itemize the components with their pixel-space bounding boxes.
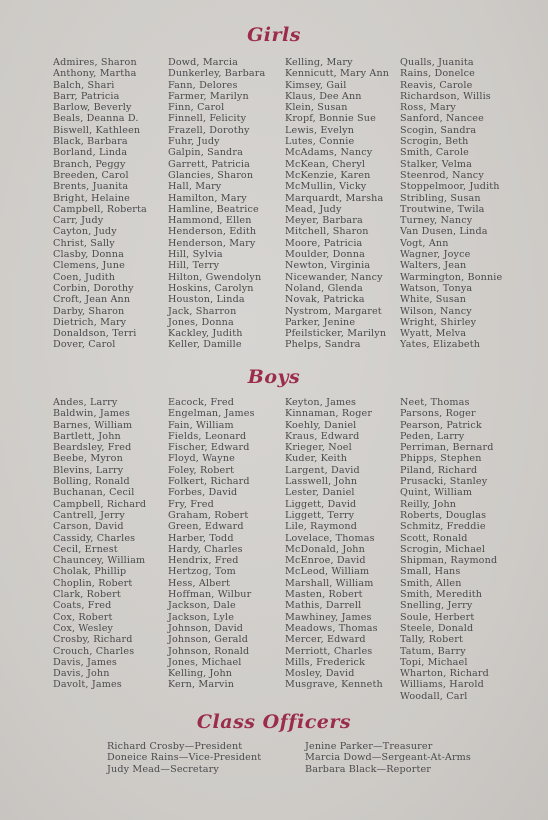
girls-column-4 <box>400 57 502 351</box>
roster-name: Nicewander, Nancy <box>285 271 383 283</box>
roster-name: Galpin, Sandra <box>168 147 243 159</box>
roster-name: Parsons, Roger <box>400 408 476 420</box>
roster-name: Johnson, Gerald <box>168 634 249 646</box>
roster-name: Sanford, Nancee <box>400 113 484 125</box>
roster-name: Williams, Harold <box>400 679 484 691</box>
boys-column-2 <box>168 397 255 691</box>
boys-column-4 <box>400 397 497 702</box>
roster-name: Clemens, June <box>53 260 125 272</box>
roster-name: Moore, Patricia <box>285 237 363 249</box>
roster-name: Doneice Rains—Vice-President <box>107 752 262 764</box>
roster-name: Mitchell, Sharon <box>285 226 369 238</box>
roster-name: Choplin, Robert <box>53 577 133 589</box>
roster-name: Stoppelmoor, Judith <box>400 181 500 193</box>
roster-name: Clasby, Donna <box>53 249 124 261</box>
roster-name: Dowd, Marcia <box>168 57 239 68</box>
roster-name: Judy Mead—Secretary <box>107 763 219 775</box>
roster-name: Graham, Robert <box>168 509 249 521</box>
roster-name: Beardsley, Fred <box>53 442 132 454</box>
roster-name: Turney, Nancy <box>400 215 473 227</box>
roster-name: Houston, Linda <box>168 294 245 306</box>
roster-name: Fuhr, Judy <box>168 136 220 148</box>
roster-name: Snelling, Jerry <box>400 600 473 612</box>
roster-name: Quint, William <box>400 487 473 499</box>
roster-name: Floyd, Wayne <box>168 453 235 465</box>
roster-name: Cassidy, Charles <box>53 532 136 544</box>
roster-name: Dover, Carol <box>53 339 116 351</box>
roster-name: Kraus, Edward <box>285 430 360 442</box>
roster-name: Newton, Virginia <box>285 260 371 272</box>
roster-name: Kennicutt, Mary Ann <box>285 68 390 80</box>
roster-name: Small, Hans <box>400 566 461 578</box>
roster-name: Parker, Jenine <box>285 316 356 328</box>
roster-name: Lester, Daniel <box>285 487 355 499</box>
roster-name: Phelps, Sandra <box>285 339 361 351</box>
roster-name: McMullin, Vicky <box>285 181 367 193</box>
roster-name: Koehly, Daniel <box>285 419 357 431</box>
roster-name: Branch, Peggy <box>53 158 126 170</box>
roster-name: Wharton, Richard <box>400 668 489 680</box>
roster-name: Balch, Shari <box>53 79 115 91</box>
roster-name: Cox, Wesley <box>53 622 114 634</box>
roster-name: Pfeilsticker, Marilyn <box>285 328 387 340</box>
roster-name: Christ, Sally <box>53 237 115 249</box>
roster-name: Foley, Robert <box>168 464 235 476</box>
roster-name: Stalker, Velma <box>400 158 473 170</box>
roster-name: Lile, Raymond <box>285 521 358 533</box>
roster-name: Keller, Damille <box>168 339 242 351</box>
roster-name: Phipps, Stephen <box>400 453 482 465</box>
roster-name: Marcia Dowd—Sergeant-At-Arms <box>305 752 471 764</box>
boys-roster <box>0 397 548 707</box>
roster-name: Corbin, Dorothy <box>53 282 134 294</box>
girls-heading: Girls <box>247 24 301 46</box>
roster-name: Keyton, James <box>285 397 357 408</box>
roster-name: Merriott, Charles <box>285 645 373 657</box>
roster-name: Kinnaman, Roger <box>285 408 373 420</box>
roster-name: Hammond, Ellen <box>168 215 252 227</box>
roster-name: Chauncey, William <box>53 555 146 567</box>
roster-name: Fischer, Edward <box>168 442 250 454</box>
roster-name: Baldwin, James <box>53 408 130 420</box>
roster-name: Henderson, Edith <box>168 226 257 238</box>
roster-name: Lewis, Evelyn <box>285 124 355 136</box>
roster-name: Klein, Susan <box>285 102 348 114</box>
roster-name: Krieger, Noel <box>285 442 352 454</box>
roster-name: McDonald, John <box>285 543 365 555</box>
roster-name: Kuder, Keith <box>285 453 348 465</box>
roster-name: McLeod, William <box>285 566 370 578</box>
roster-name: Reilly, John <box>400 498 457 510</box>
roster-name: Smith, Allen <box>400 577 462 589</box>
roster-name: Noland, Glenda <box>285 282 363 294</box>
boys-column-3 <box>285 397 383 691</box>
officers-right-column <box>305 741 471 775</box>
roster-name: Tatum, Barry <box>400 645 466 657</box>
roster-name: Pearson, Patrick <box>400 419 482 431</box>
roster-name: Andes, Larry <box>53 397 118 408</box>
roster-name: Dunkerley, Barbara <box>168 68 266 80</box>
roster-name: Warmington, Bonnie <box>400 271 503 283</box>
roster-name: Forbes, David <box>168 487 238 499</box>
roster-name: Fields, Leonard <box>168 430 247 442</box>
roster-name: Beebe, Myron <box>53 453 123 465</box>
roster-name: White, Susan <box>400 294 467 306</box>
roster-name: Hoskins, Carolyn <box>168 282 254 294</box>
roster-name: Mills, Frederick <box>285 656 366 668</box>
roster-name: Donaldson, Terri <box>53 328 137 340</box>
roster-name: Breeden, Carol <box>53 169 129 181</box>
roster-name: Mathis, Darrell <box>285 600 362 612</box>
roster-name: Marquardt, Marsha <box>285 192 384 204</box>
roster-name: Farmer, Marilyn <box>168 90 249 102</box>
roster-name: Buchanan, Cecil <box>53 487 135 499</box>
roster-name: Folkert, Richard <box>168 476 250 488</box>
roster-name: Croft, Jean Ann <box>53 294 131 306</box>
roster-name: Troutwine, Twila <box>400 203 485 215</box>
roster-name: Dietrich, Mary <box>53 316 127 328</box>
roster-name: Qualls, Juanita <box>400 57 474 68</box>
roster-name: Hoffman, Wilbur <box>168 589 252 601</box>
roster-name: Anthony, Martha <box>53 68 137 80</box>
roster-name: Mawhiney, James <box>285 611 372 623</box>
roster-name: Rains, Donelce <box>400 68 475 80</box>
roster-name: Jack, Sharron <box>168 305 237 317</box>
roster-name: Roberts, Douglas <box>400 509 487 521</box>
roster-name: Green, Edward <box>168 521 244 533</box>
roster-name: Jackson, Lyle <box>168 611 235 623</box>
roster-name: Topi, Michael <box>400 656 468 668</box>
roster-name: Richardson, Willis <box>400 90 491 102</box>
roster-name: Smith, Meredith <box>400 589 483 601</box>
roster-name: Engelman, James <box>168 408 255 420</box>
roster-name: Novak, Patricka <box>285 294 365 306</box>
roster-name: Hertzog, Tom <box>168 566 236 578</box>
roster-name: Fann, Delores <box>168 79 238 91</box>
girls-column-3 <box>285 57 389 351</box>
roster-name: Moulder, Donna <box>285 249 365 261</box>
roster-name: Kimsey, Gail <box>285 79 347 91</box>
roster-name: Perriman, Bernard <box>400 442 494 454</box>
roster-name: Wagner, Joyce <box>400 249 471 261</box>
roster-name: Richard Crosby—President <box>107 741 243 752</box>
roster-name: Finnell, Felicity <box>168 113 247 125</box>
roster-name: Scott, Ronald <box>400 532 468 544</box>
roster-name: Finn, Carol <box>168 102 225 114</box>
roster-name: Cox, Robert <box>53 611 113 623</box>
roster-name: Piland, Richard <box>400 464 478 476</box>
roster-name: Steenrod, Nancy <box>400 169 484 181</box>
roster-name: Van Dusen, Linda <box>400 226 488 238</box>
roster-name: Henderson, Mary <box>168 237 256 249</box>
roster-name: Cecil, Ernest <box>53 543 118 555</box>
girls-column-1 <box>53 57 147 351</box>
roster-name: Davis, James <box>53 656 117 668</box>
roster-name: Tally, Robert <box>400 634 463 646</box>
roster-name: Garrett, Patricia <box>168 158 251 170</box>
roster-name: Hilton, Gwendolyn <box>168 271 262 283</box>
roster-name: Hill, Terry <box>168 260 220 272</box>
roster-name: Darby, Sharon <box>53 305 125 317</box>
roster-name: Scogin, Sandra <box>400 124 477 136</box>
roster-name: Coats, Fred <box>53 600 112 612</box>
roster-name: Jones, Michael <box>168 656 242 668</box>
roster-name: Peden, Larry <box>400 430 465 442</box>
roster-name: Coen, Judith <box>53 271 116 283</box>
roster-name: Reavis, Carole <box>400 79 473 91</box>
girls-roster <box>0 57 548 357</box>
roster-name: Walters, Jean <box>400 260 467 272</box>
roster-name: Carr, Judy <box>53 215 104 227</box>
roster-name: Vogt, Ann <box>400 237 449 249</box>
class-officers-list <box>0 741 548 781</box>
roster-name: McEnroe, David <box>285 555 366 567</box>
roster-name: Hess, Albert <box>168 577 231 589</box>
roster-name: Jones, Donna <box>168 316 234 328</box>
roster-name: Kern, Marvin <box>168 679 235 691</box>
roster-name: Mead, Judy <box>285 203 342 215</box>
roster-name: Marshall, William <box>285 577 374 589</box>
boys-column-1 <box>53 397 146 691</box>
roster-name: Lasswell, John <box>285 476 358 488</box>
roster-name: Carson, David <box>53 521 124 533</box>
roster-name: Liggett, Terry <box>285 509 355 521</box>
roster-name: Davolt, James <box>53 679 122 691</box>
roster-name: Schmitz, Freddie <box>400 521 486 533</box>
roster-name: Hamilton, Mary <box>168 192 247 204</box>
roster-name: Wyatt, Melva <box>400 328 467 340</box>
roster-name: Bartlett, John <box>53 430 121 442</box>
roster-name: Barbara Black—Reporter <box>305 763 432 775</box>
roster-name: Brents, Juanita <box>53 181 129 193</box>
roster-name: Fry, Fred <box>168 498 214 510</box>
roster-name: Watson, Tonya <box>400 282 473 294</box>
roster-name: Frazell, Dorothy <box>168 124 250 136</box>
roster-name: Admires, Sharon <box>53 57 137 68</box>
girls-column-2 <box>168 57 265 351</box>
roster-name: Kelling, John <box>168 668 233 680</box>
roster-name: Black, Barbara <box>53 136 128 148</box>
roster-name: Lovelace, Thomas <box>285 532 375 544</box>
roster-name: Johnson, David <box>168 622 244 634</box>
roster-name: Davis, John <box>53 668 110 680</box>
roster-name: Jenine Parker—Treasurer <box>305 741 433 752</box>
roster-name: Stribling, Susan <box>400 192 481 204</box>
roster-name: Meadows, Thomas <box>285 622 378 634</box>
roster-name: Johnson, Ronald <box>168 645 250 657</box>
roster-name: Scrogin, Beth <box>400 136 469 148</box>
roster-name: Glancies, Sharon <box>168 169 254 181</box>
roster-name: Blevins, Larry <box>53 464 124 476</box>
roster-name: Mercer, Edward <box>285 634 366 646</box>
roster-name: Eacock, Fred <box>168 397 235 408</box>
roster-name: Borland, Linda <box>53 147 128 159</box>
roster-name: Hamline, Beatrice <box>168 203 259 215</box>
roster-name: Cayton, Judy <box>53 226 117 238</box>
roster-name: McAdams, Nancy <box>285 147 373 159</box>
roster-name: Yates, Elizabeth <box>400 339 481 351</box>
roster-name: Jackson, Dale <box>168 600 236 612</box>
boys-heading: Boys <box>247 366 301 388</box>
roster-name: Klaus, Dee Ann <box>285 90 362 102</box>
roster-name: Liggett, David <box>285 498 357 510</box>
roster-name: Largent, David <box>285 464 360 476</box>
roster-name: Crouch, Charles <box>53 645 135 657</box>
roster-name: Barr, Patricia <box>53 90 120 102</box>
roster-name: Steele, Donald <box>400 622 474 634</box>
roster-name: Prusacki, Stanley <box>400 476 488 488</box>
roster-name: Crosby, Richard <box>53 634 133 646</box>
roster-name: Kelling, Mary <box>285 57 353 68</box>
roster-name: McKenzie, Karen <box>285 169 371 181</box>
roster-name: Neet, Thomas <box>400 397 470 408</box>
roster-name: Wilson, Nancy <box>400 305 472 317</box>
roster-name: Lutes, Connie <box>285 136 355 148</box>
roster-name: Harber, Todd <box>168 532 234 544</box>
roster-name: Biswell, Kathleen <box>53 124 141 136</box>
roster-name: Hendrix, Fred <box>168 555 239 567</box>
roster-name: Fain, William <box>168 419 234 431</box>
roster-name: Barlow, Beverly <box>53 102 132 114</box>
roster-name: Bolling, Ronald <box>53 476 130 488</box>
officers-left-column <box>107 741 261 775</box>
roster-name: Masten, Robert <box>285 589 363 601</box>
roster-name: Mosley, David <box>285 668 355 680</box>
roster-name: Nystrom, Margaret <box>285 305 382 317</box>
roster-name: Hill, Sylvia <box>168 249 223 261</box>
roster-name: Hall, Mary <box>168 181 222 193</box>
roster-name: Cantrell, Jerry <box>53 509 125 521</box>
roster-name: Wright, Shirley <box>400 316 477 328</box>
roster-name: Hardy, Charles <box>168 543 243 555</box>
roster-name: Ross, Mary <box>400 102 456 114</box>
roster-name: Kackley, Judith <box>168 328 243 340</box>
roster-name: Beals, Deanna D. <box>53 113 139 125</box>
roster-name: Campbell, Roberta <box>53 203 147 215</box>
roster-name: Woodall, Carl <box>400 690 468 702</box>
roster-name: Bright, Helaine <box>53 192 130 204</box>
roster-name: Clark, Robert <box>53 589 121 601</box>
roster-name: Shipman, Raymond <box>400 555 498 567</box>
roster-name: Kropf, Bonnie Sue <box>285 113 376 125</box>
roster-name: Musgrave, Kenneth <box>285 679 383 691</box>
roster-name: Meyer, Barbara <box>285 215 363 227</box>
roster-name: Smith, Carole <box>400 147 469 159</box>
roster-name: Scrogin, Michael <box>400 543 486 555</box>
roster-name: Campbell, Richard <box>53 498 147 510</box>
roster-name: Cholak, Phillip <box>53 566 127 578</box>
roster-name: Soule, Herbert <box>400 611 475 623</box>
roster-name: McKean, Cheryl <box>285 158 366 170</box>
class-officers-heading: Class Officers <box>196 711 352 733</box>
roster-name: Barnes, William <box>53 419 133 431</box>
